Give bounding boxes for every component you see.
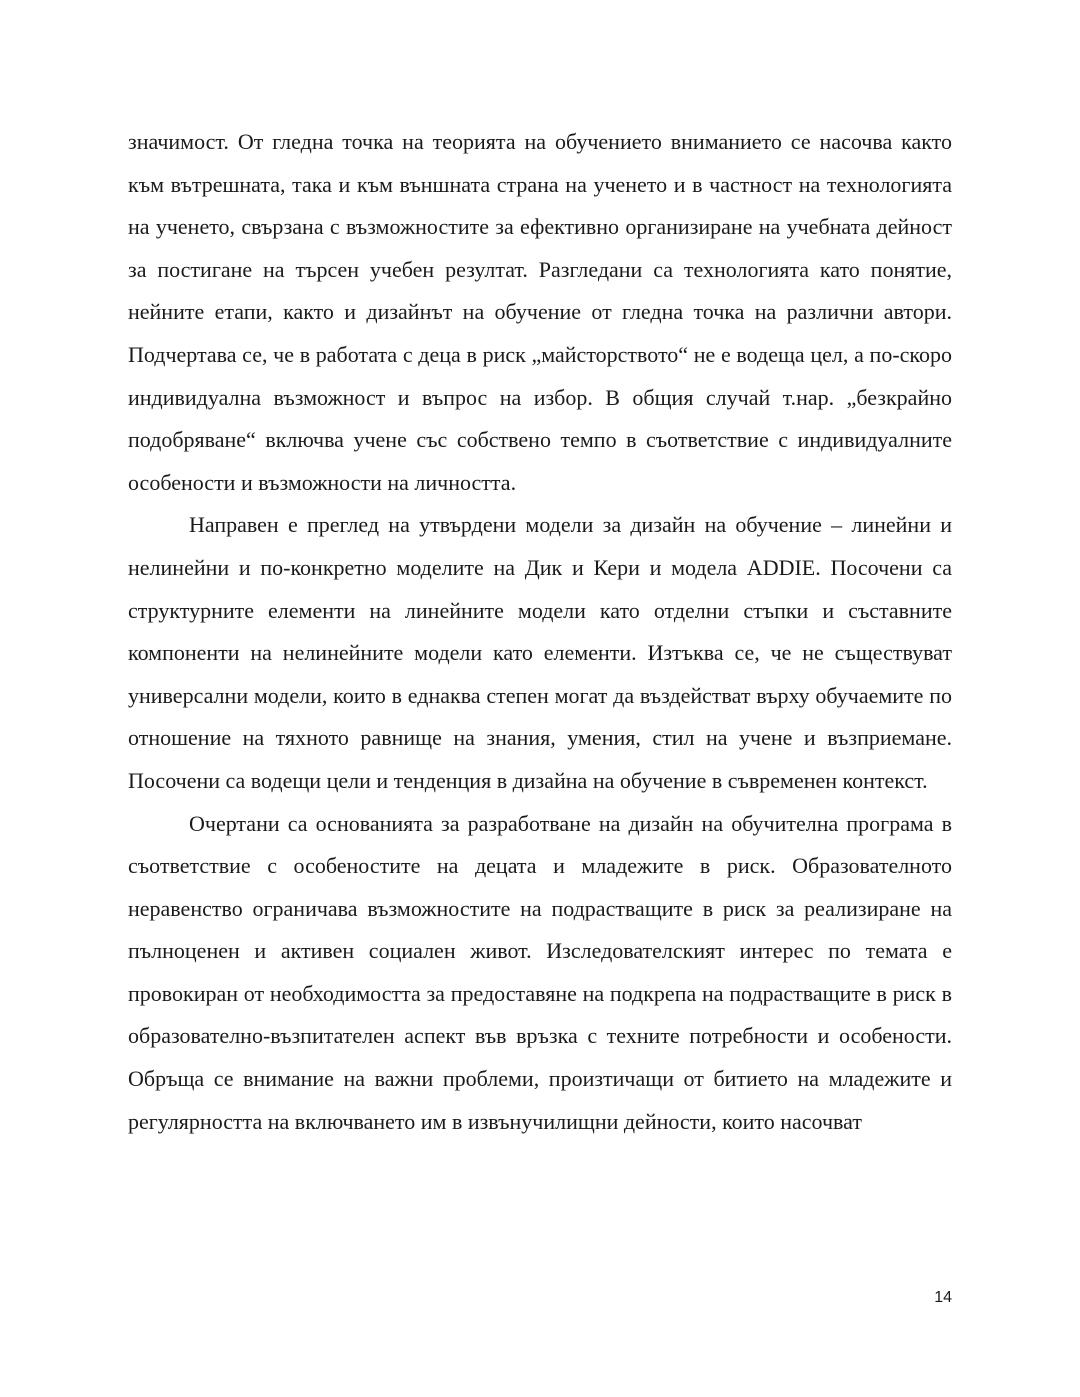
paragraph-program-rationale: Очертани са основанията за разработване на дизайн на обучителна програма в съответствие с особеностите на децата и младежите в риск. Образователното неравенство ограничава възможностите на подрастващите в риск за реализиране на пълноценен и активен социален живот. Изследователският интерес по темата е провокиран от необходимостта за предоставяне на подкрепа на подрастващите в риск в образователно-възпитателен аспект във връзка с техните потребности и особености. Обръща се внимание на важни проблеми, произтичащи от битието на младежите и регулярността на включването им в извънучилищни дейности, които насочват [128,810,952,1134]
page-number: 14 [934,1289,952,1306]
paragraph-continuation: значимост. От гледна точка на теорията на обучението вниманието се насочва както към вътрешната, така и към външната страна на ученето и в частност на технологията на ученето, свързана с възможностите за ефективно организиране на учебната дейност за постигане на търсен учебен резултат. Разгледани са технологията като понятие, нейните етапи, както и дизайнът на обучение от гледна точка на различни автори. Подчертава се, че в работата с деца в риск „майсторството“ не е водеща цел, а по-скоро индивидуална възможност и въпрос на избор. В общия случай т.нар. „безкрайно подобряване“ включва учене със собствено темпо в съответствие с индивидуалните особености и възможности на личността. [128,129,952,495]
paragraph-design-models: Направен е преглед на утвърдени модели за дизайн на обучение – линейни и нелинейни и по-конкретно моделите на Дик и Кери и модела ADDIE. Посочени са структурните елементи на линейните модели като отделни стъпки и съставните компоненти на нелинейните модели като елементи. Изтъква се, че не съществуват универсални модели, които в еднаква степен могат да въздействат върху обучаемите по отношение на тяхното равнище на знания, умения, стил на учене и възприемане. Посочени са водещи цели и тенденция в дизайна на обучение в съвременен контекст. [128,512,952,793]
body-text [128,121,952,1143]
